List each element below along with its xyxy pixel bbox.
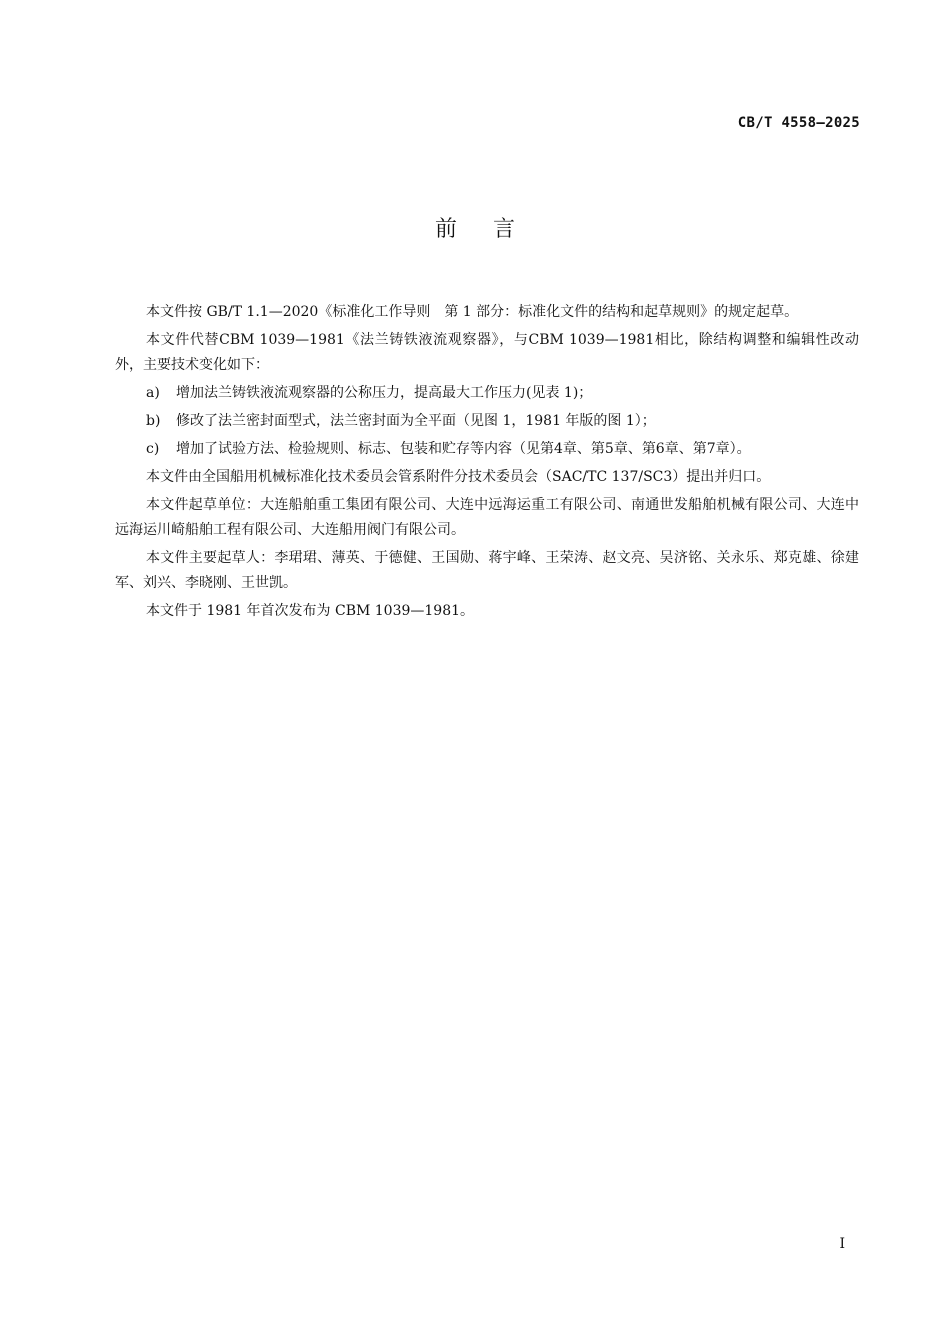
- standard-number: CB/T 4558—2025: [737, 115, 860, 131]
- paragraph-drafters: 本文件主要起草人：李珺珺、薄英、于德健、王国勋、蒋宇峰、王荣涛、赵文亮、吴济铭、关永乐、郑克雄、徐建军、刘兴、李晓刚、王世凯。: [115, 550, 859, 591]
- list-item: [115, 437, 859, 462]
- list-marker: b): [146, 413, 161, 429]
- page-title: 前言: [434, 217, 551, 242]
- paragraph-drafting-units: 本文件起草单位：大连船舶重工集团有限公司、大连中远海运重工有限公司、南通世发船舶机械有限公司、大连中远海运川崎船舶工程有限公司、大连船用阀门有限公司。: [115, 497, 859, 538]
- list-text: 增加法兰铸铁液流观察器的公称压力，提高最大工作压力(见表 1)；: [176, 385, 593, 401]
- foreword-body: [115, 300, 859, 627]
- paragraph-replacement: 本文件代替CBM 1039—1981《法兰铸铁液流观察器》，与CBM 1039—1981相比，除结构调整和编辑性改动外，主要技术变化如下：: [115, 332, 859, 373]
- list-text: 修改了法兰密封面型式，法兰密封面为全平面（见图 1，1981 年版的图 1）；: [176, 413, 656, 429]
- list-text: 增加了试验方法、检验规则、标志、包装和贮存等内容（见第4章、第5章、第6章、第7章）。: [176, 441, 751, 457]
- paragraph-proposer: 本文件由全国船用机械标准化技术委员会管系附件分技术委员会（SAC/TC 137/SC3）提出并归口。: [146, 469, 771, 485]
- list-marker: a): [146, 385, 160, 401]
- list-item: [115, 409, 859, 434]
- paragraph-drafting-rules: 本文件按 GB/T 1.1—2020《标准化工作导则 第 1 部分：标准化文件的结构和起草规则》的规定起草。: [146, 304, 799, 320]
- paragraph-history: 本文件于 1981 年首次发布为 CBM 1039—1981。: [146, 603, 475, 619]
- list-marker: c): [146, 441, 160, 457]
- page-number: I: [839, 1236, 845, 1252]
- list-item: [115, 381, 859, 406]
